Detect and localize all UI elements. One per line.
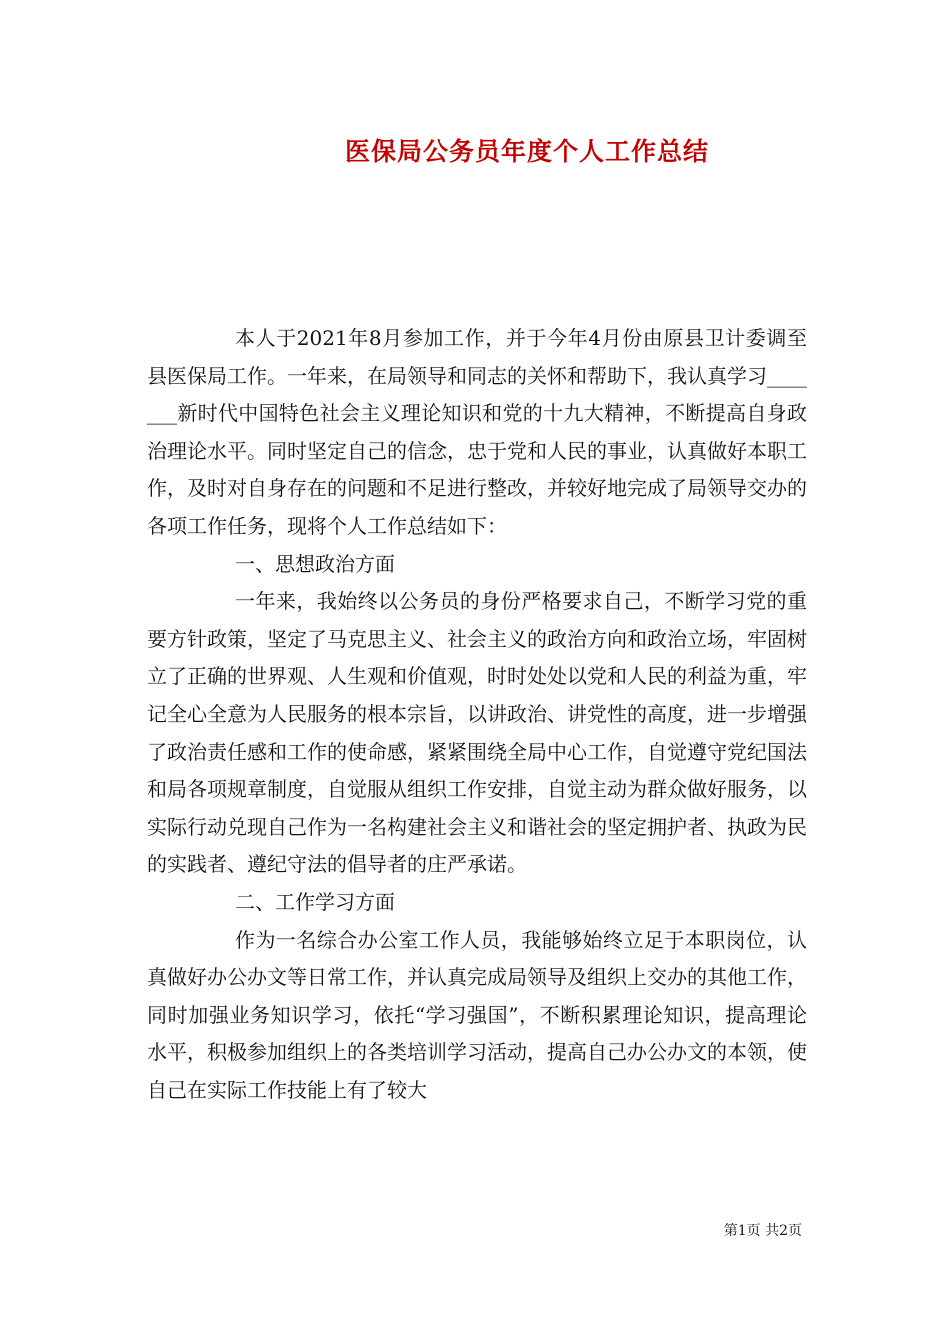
document-title: 医保局公务员年度个人工作总结 [344, 137, 709, 166]
document-body [147, 320, 807, 1109]
paragraph-work-study: 作为一名综合办公室工作人员，我能够始终立足于本职岗位，认真做好办公办文等日常工作，并认真完成局领导及组织上交办的其他工作，同时加强业务知识学习，依托“学习强国”，不断积累理论知识，提高理论水平，积极参加组织上的各类培训学习活动，提高自己办公办文的本领，使自己在实际工作技能上有了较大 [147, 927, 807, 1102]
section-heading-work-study: 二、工作学习方面 [235, 889, 395, 914]
page-number-footer: 第1页 共2页 [723, 1223, 802, 1239]
paragraph-political: 一年来，我始终以公务员的身份严格要求自己，不断学习党的重要方针政策，坚定了马克思主义、社会主义的政治方向和政治立场，牢固树立了正确的世界观、人生观和价值观，时时处处以党和人民的利益为重，牢记全心全意为人民服务的根本宗旨，以讲政治、讲党性的高度，进一步增强了政治责任感和工作的使命感，紧紧围绕全局中心工作，自觉遵守党纪国法和局各项规章制度，自觉服从组织工作安排，自觉主动为群众做好服务，以实际行动兑现自己作为一名构建社会主义和谐社会的坚定拥护者、执政为民的实践者、遵纪守法的倡导者的庄严承诺。 [147, 589, 807, 877]
section-heading-political: 一、思想政治方面 [235, 551, 395, 576]
paragraph-intro: 本人于2021年8月参加工作，并于今年4月份由原县卫计委调至县医保局工作。一年来，在局领导和同志的关怀和帮助下，我认真学习_______新时代中国特色社会主义理论知识和党的十九大精神，不断提高自身政治理论水平。同时坚定自己的信念，忠于党和人民的事业，认真做好本职工作，及时对自身存在的问题和不足进行整改，并较好地完成了局领导交办的各项工作任务，现将个人工作总结如下： [147, 326, 807, 538]
